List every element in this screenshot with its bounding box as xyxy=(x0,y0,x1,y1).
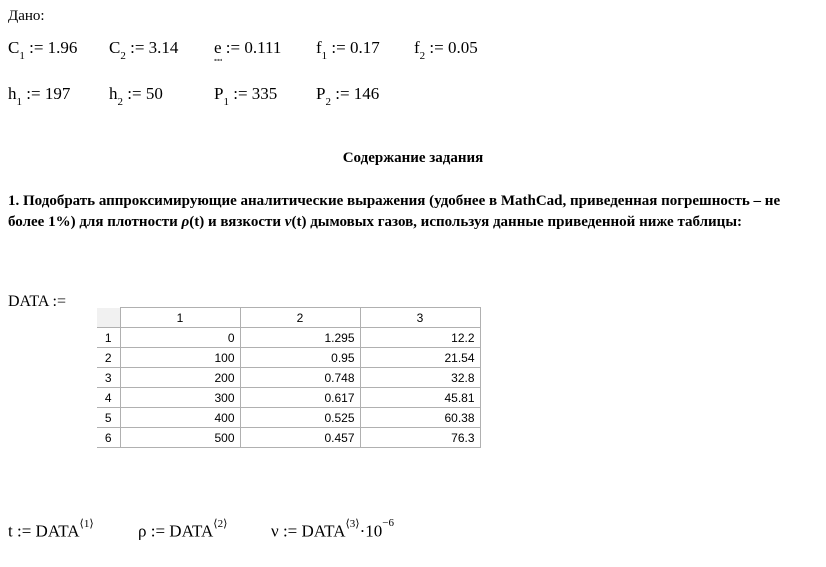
table-row[interactable] xyxy=(97,388,480,408)
assign-op: := xyxy=(335,84,350,103)
row-header-3: 3 xyxy=(97,368,120,388)
assignment-rho-lhs: ρ xyxy=(138,521,147,541)
given-f2: $f_2$ := 0.05 xyxy=(414,38,478,63)
assignment-nu-factor: ·10 xyxy=(359,521,383,541)
given-f1-subscript: 1 xyxy=(321,50,328,63)
column-header-2[interactable]: 2 xyxy=(240,308,360,328)
given-f1-value: 0.17 xyxy=(349,38,380,57)
assignment-t-rhs: DATA xyxy=(35,521,80,541)
givens-row-2 xyxy=(8,84,416,109)
given-f1: $f_1$ := 0.17 xyxy=(316,38,380,63)
column-header-3[interactable]: 3 xyxy=(360,308,480,328)
cell-r5c2[interactable]: 0.525 xyxy=(240,408,360,428)
assign-op: := xyxy=(16,521,32,541)
assignment-nu-superscript: ⟨3⟩ xyxy=(345,518,360,530)
cell-r3c2[interactable]: 0.748 xyxy=(240,368,360,388)
cell-r1c3[interactable]: 12.2 xyxy=(360,328,480,348)
assignment-rho-superscript: ⟨2⟩ xyxy=(213,518,228,530)
column-header-1[interactable]: 1 xyxy=(120,308,240,328)
given-P2-subscript: 2 xyxy=(325,96,331,109)
assign-op: := xyxy=(26,84,41,103)
given-C2-value: 3.14 xyxy=(148,38,179,57)
assignment-rho xyxy=(138,520,271,542)
row-header-5: 5 xyxy=(97,408,120,428)
table-header-row xyxy=(97,308,480,328)
assign-op: := xyxy=(233,84,248,103)
given-P1-subscript: 1 xyxy=(223,96,229,109)
table-row[interactable] xyxy=(97,368,480,388)
assign-op: := xyxy=(331,38,346,57)
cell-r4c3[interactable]: 45.81 xyxy=(360,388,480,408)
given-e xyxy=(214,38,316,60)
task-paragraph-part3: (t) дымовых газов, используя данные приведенной ниже таблицы: xyxy=(291,214,743,230)
given-P1: $P_1$ := 335 xyxy=(214,84,278,109)
cell-r2c3[interactable]: 21.54 xyxy=(360,348,480,368)
assign-op: := xyxy=(127,84,142,103)
given-e-value: 0.111 xyxy=(244,38,282,57)
table-row[interactable] xyxy=(97,428,480,448)
given-f2-subscript: 2 xyxy=(419,50,426,63)
assign-op: := xyxy=(282,521,298,541)
assignment-nu-exponent: −6 xyxy=(382,517,394,529)
givens-row-1 xyxy=(8,38,514,63)
givens-label: Дано: xyxy=(8,8,45,24)
row-header-6: 6 xyxy=(97,428,120,448)
data-matrix-label: DATA := xyxy=(8,293,66,310)
table-corner-cell xyxy=(97,308,120,328)
assignment-rho-rhs: DATA xyxy=(169,521,214,541)
assignment-t-lhs: t xyxy=(8,521,13,541)
row-header-1: 1 xyxy=(97,328,120,348)
cell-r1c1[interactable]: 0 xyxy=(120,328,240,348)
section-heading: Содержание задания xyxy=(342,150,484,166)
data-table[interactable] xyxy=(97,307,481,448)
table-row[interactable] xyxy=(97,348,480,368)
cell-r6c1[interactable]: 500 xyxy=(120,428,240,448)
cell-r5c3[interactable]: 60.38 xyxy=(360,408,480,428)
table-row[interactable] xyxy=(97,328,480,348)
assign-op: := xyxy=(29,38,44,57)
assignment-nu xyxy=(271,517,394,542)
cell-r4c1[interactable]: 300 xyxy=(120,388,240,408)
given-C2: $C_2$ := 3.14 xyxy=(109,38,179,63)
row-header-2: 2 xyxy=(97,348,120,368)
given-h2-value: 50 xyxy=(145,84,163,103)
cell-r2c2[interactable]: 0.95 xyxy=(240,348,360,368)
given-e-name: e xyxy=(214,38,222,57)
given-P1-value: 335 xyxy=(251,84,278,103)
table-row[interactable] xyxy=(97,408,480,428)
given-P2-value: 146 xyxy=(353,84,380,103)
rho-symbol: ρ xyxy=(181,214,190,230)
given-C1-value: 1.96 xyxy=(47,38,78,57)
given-h2-subscript: 2 xyxy=(117,96,123,109)
assignment-nu-rhs: DATA xyxy=(301,521,346,541)
given-f2-value: 0.05 xyxy=(447,38,478,57)
cell-r3c3[interactable]: 32.8 xyxy=(360,368,480,388)
assignment-t-superscript: ⟨1⟩ xyxy=(79,518,94,530)
given-P2: $P_2$ := 146 xyxy=(316,84,380,109)
assign-op: := xyxy=(130,38,145,57)
assignment-nu-lhs: ν xyxy=(271,521,279,541)
row-header-4: 4 xyxy=(97,388,120,408)
cell-r6c3[interactable]: 76.3 xyxy=(360,428,480,448)
cell-r3c1[interactable]: 200 xyxy=(120,368,240,388)
assign-op: := xyxy=(225,38,241,57)
cell-r1c2[interactable]: 1.295 xyxy=(240,328,360,348)
task-paragraph xyxy=(8,191,818,233)
task-paragraph-part1: 1. Подобрать аппроксимирующие аналитические выражения (удобнее в MathCad, приведенная погрешность – не более 1%) для плотности xyxy=(8,193,781,230)
given-C1: $C_1$ := 1.96 xyxy=(8,38,78,63)
task-paragraph-part2: (t) и вязкости xyxy=(189,214,285,230)
given-C1-subscript: 1 xyxy=(19,50,25,63)
given-h1-subscript: 1 xyxy=(16,96,22,109)
assign-op: := xyxy=(429,38,444,57)
assign-op: := xyxy=(150,521,166,541)
cell-r4c2[interactable]: 0.617 xyxy=(240,388,360,408)
cell-r6c2[interactable]: 0.457 xyxy=(240,428,360,448)
cell-r2c1[interactable]: 100 xyxy=(120,348,240,368)
cell-r5c1[interactable]: 400 xyxy=(120,408,240,428)
given-C2-subscript: 2 xyxy=(120,50,126,63)
column-assignments xyxy=(8,517,394,542)
assignment-t xyxy=(8,520,138,542)
given-h2: $h_2$ := 50 xyxy=(109,84,163,109)
given-h1-value: 197 xyxy=(44,84,71,103)
given-h1: $h_1$ := 197 xyxy=(8,84,71,109)
nu-symbol: ν xyxy=(284,214,292,230)
